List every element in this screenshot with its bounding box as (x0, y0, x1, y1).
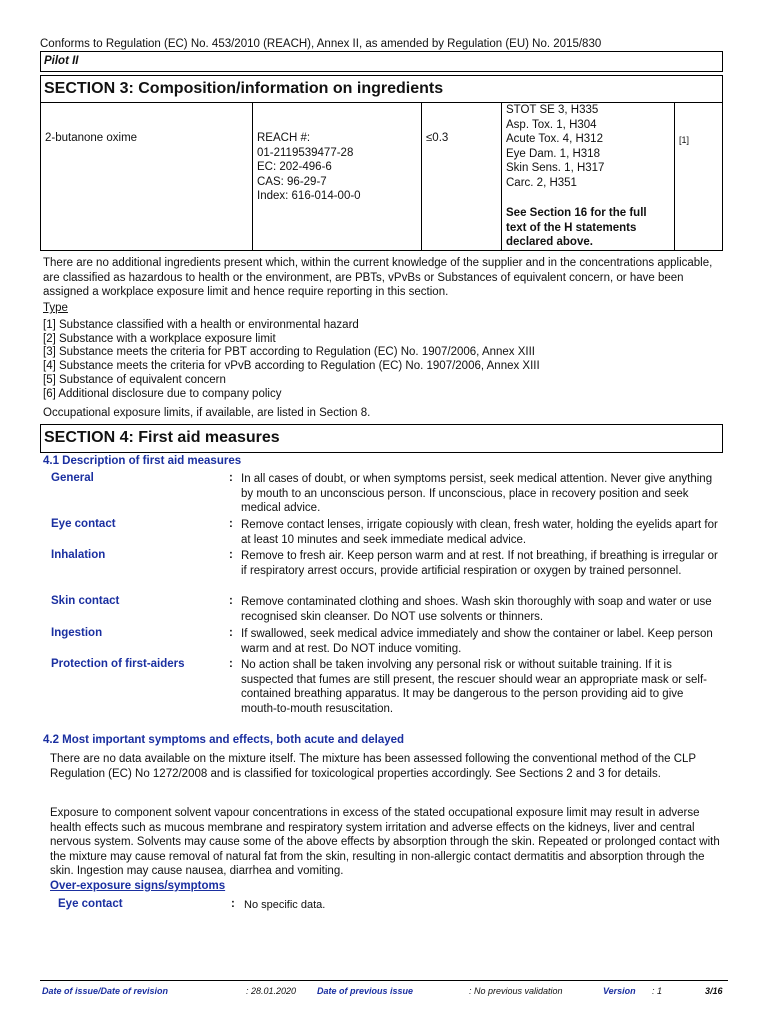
identifier-line: Index: 616-014-00-0 (257, 190, 361, 202)
identifier-line: CAS: 96-29-7 (257, 175, 327, 188)
oel-note: Occupational exposure limits, if available, are listed in Section 8. (43, 407, 371, 419)
type-list-item: [4] Substance meets the criteria for vPvB according to Regulation (EC) No. 1907/2006, Annex XIII (43, 360, 540, 373)
ingredient-concentration: ≤0.3 (422, 103, 502, 251)
type-list (43, 319, 723, 401)
section-3-title: SECTION 3: Composition/information on ingredients (44, 80, 444, 97)
ingredient-type: [1] (675, 103, 723, 251)
footer-version-label: Version (603, 986, 636, 996)
ingredient-name: 2-butanone oxime (41, 103, 253, 251)
see-section-16-note: See Section 16 for the full text of the H statements declared above. (506, 207, 647, 248)
section-4-heading-box (40, 424, 723, 453)
colon: : (229, 549, 233, 561)
type-list-item: [1] Substance classified with a health or environmental hazard (43, 319, 359, 331)
type-list-item: [3] Substance meets the criteria for PBT according to Regulation (EC) No. 1907/2006, Annex XIII (43, 346, 536, 359)
identifier-line: 01-2119539477-28 (257, 146, 354, 159)
classification-line: Eye Dam. 1, H318 (506, 147, 600, 160)
symptoms-paragraph-2: Exposure to component solvent vapour concentrations in excess of the stated occupational exposure limit may result in adverse health effects such as mucous membrane and respiratory system irritation and adverse effects on the kidneys, liver and central nervous system. Solvents may cause some of the above effects by absorption through the skin. Repeated or prolonged contact with the mixture may cause removal of natural fat from the skin, resulting in non-allergic contact dermatitis and absorption through the skin. Ingestion may cause nausea, diarrhea and vomiting. (50, 807, 720, 877)
type-list-item: [6] Additional disclosure due to company policy (43, 387, 282, 400)
first-aid-label-inhalation: Inhalation (51, 549, 106, 561)
subsection-4-2-title: 4.2 Most important symptoms and effects, both acute and delayed (43, 734, 405, 746)
footer-divider (40, 980, 728, 981)
product-name-box (40, 51, 723, 72)
ingredient-classification (502, 103, 675, 251)
identifier-line: REACH #: (257, 132, 311, 144)
colon: : (229, 658, 233, 670)
classification-line: STOT SE 3, H335 (506, 104, 599, 116)
colon: : (229, 472, 233, 484)
first-aid-label-skin-contact: Skin contact (51, 595, 120, 607)
section-4-title: SECTION 4: First aid measures (44, 429, 280, 446)
subsection-4-1-title: 4.1 Description of first aid measures (43, 455, 242, 467)
type-heading: Type (43, 302, 68, 314)
ingredient-identifiers (253, 103, 422, 251)
symptoms-paragraph-1: There are no data available on the mixture itself. The mixture has been assessed following the conventional method of the CLP Regulation (EC) No 1272/2008 and is classified for toxicological properties accordingly. See Sections 2 and 3 for details. (50, 753, 696, 780)
first-aid-label-protection: Protection of first-aiders (51, 658, 185, 670)
footer-version-value: : 1 (652, 986, 663, 996)
first-aid-text-eye-contact: Remove contact lenses, irrigate copiously with clean, fresh water, holding the eyelids apart for at least 10 minutes and seek immediate medical advice. (241, 519, 718, 546)
identifier-line: EC: 202-496-6 (257, 161, 332, 173)
first-aid-text-ingestion: If swallowed, seek medical advice immediately and show the container or label. Keep person warm and at rest. Do NOT induce vomiting. (241, 628, 713, 655)
first-aid-label-ingestion: Ingestion (51, 627, 103, 639)
footer-issue-label: Date of issue/Date of revision (42, 986, 169, 996)
first-aid-text-skin-contact: Remove contaminated clothing and shoes. Wash skin thoroughly with soap and water or use recognised skin cleanser. Do NOT use solvents or thinners. (241, 596, 712, 623)
classification-line: Carc. 2, H351 (506, 176, 577, 189)
ingredients-table (40, 103, 723, 251)
overexposure-heading-link[interactable]: Over-exposure signs/symptoms (50, 880, 226, 892)
first-aid-label-eye-contact: Eye contact (51, 518, 116, 530)
regulation-header: Conforms to Regulation (EC) No. 453/2010 (REACH), Annex II, as amended by Regulation (EU) No. 2015/830 (40, 38, 602, 50)
classification-line: Acute Tox. 4, H312 (506, 133, 603, 145)
first-aid-text-inhalation: Remove to fresh air. Keep person warm and at rest. If not breathing, if breathing is irregular or if respiratory arrest occurs, provide artificial respiration or oxygen by trained personnel. (241, 550, 718, 577)
first-aid-text-general: In all cases of doubt, or when symptoms persist, seek medical attention. Never give anything by mouth to an unconscious person. If unconscious, place in recovery position and seek medical advice. (241, 473, 713, 514)
colon: : (231, 898, 235, 910)
colon: : (229, 595, 233, 607)
footer-previous-label: Date of previous issue (317, 986, 414, 996)
colon: : (229, 627, 233, 639)
classification-line: Skin Sens. 1, H317 (506, 162, 605, 174)
no-additional-ingredients-text: There are no additional ingredients present which, within the current knowledge of the supplier and in the concentrations applicable, are classified as hazardous to health or the environment, are PBTs, vPvBs or Substances of equivalent concern, or have been assigned a workplace exposure limit and hence require reporting in this section. (43, 257, 713, 298)
section-3-heading-box (40, 75, 723, 103)
overexposure-text-eye-contact: No specific data. (244, 899, 326, 911)
overexposure-label-eye-contact: Eye contact (58, 898, 123, 910)
footer-issue-value: : 28.01.2020 (246, 986, 297, 996)
type-list-item: [2] Substance with a workplace exposure limit (43, 332, 276, 345)
classification-line: Asp. Tox. 1, H304 (506, 118, 597, 131)
colon: : (229, 518, 233, 530)
product-name: Pilot II (44, 55, 79, 67)
footer-previous-value: : No previous validation (469, 986, 563, 996)
footer-page-number: 3/16 (705, 986, 723, 996)
table-row (41, 103, 723, 251)
first-aid-text-protection: No action shall be taken involving any personal risk or without suitable training. If it is suspected that fumes are still present, the rescuer should wear an appropriate mask or self-contained breathing apparatus. It may be dangerous to the person providing aid to give mouth-to-mouth resuscitation. (241, 659, 707, 715)
type-list-item: [5] Substance of equivalent concern (43, 373, 226, 386)
first-aid-label-general: General (51, 472, 94, 484)
